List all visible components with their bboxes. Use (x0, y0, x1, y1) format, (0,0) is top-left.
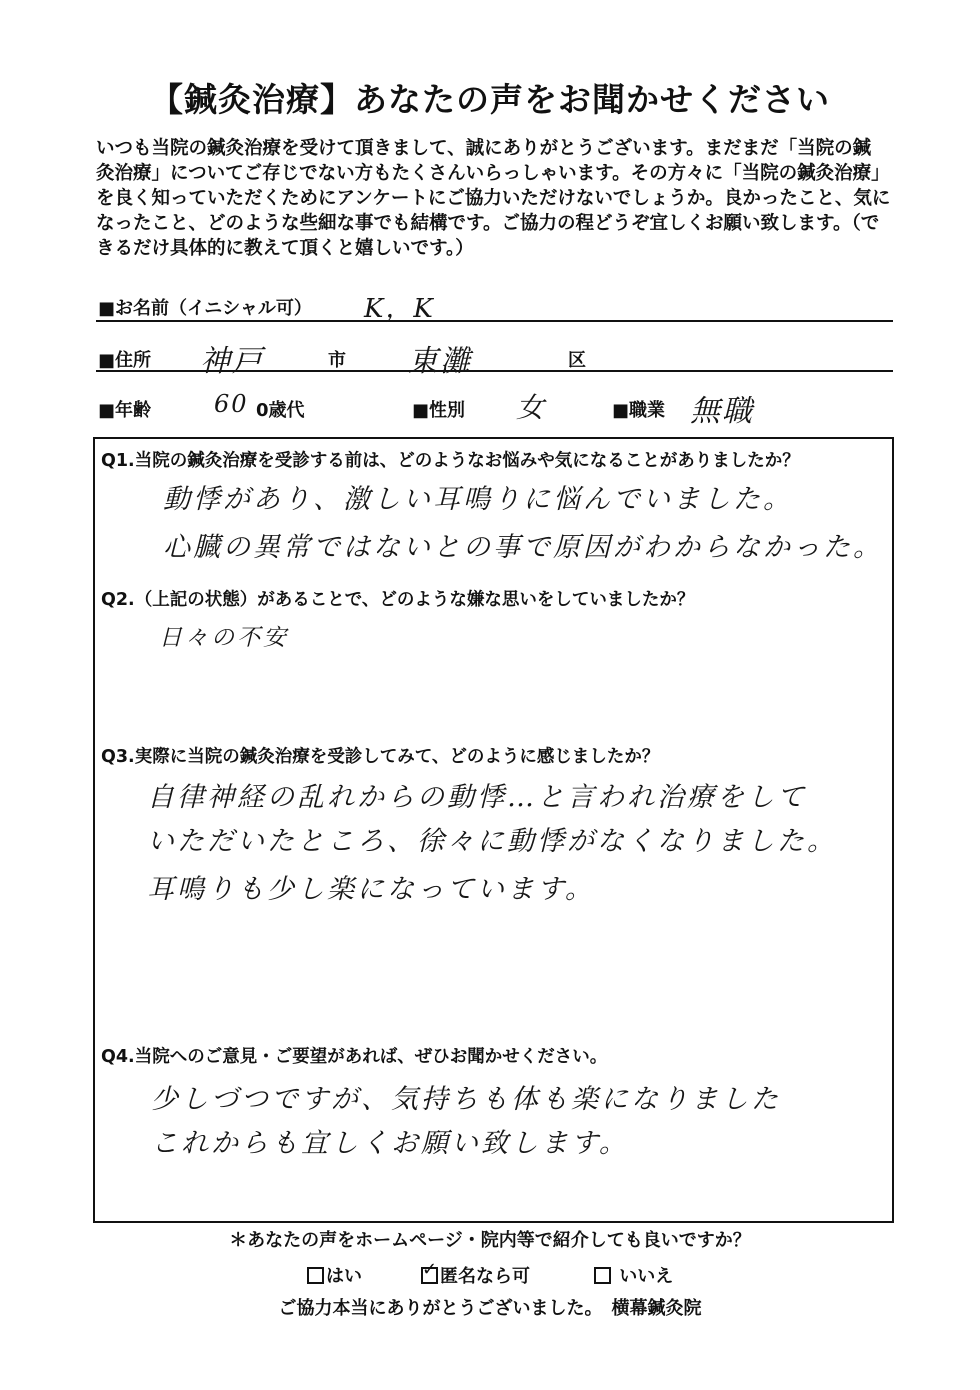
consent-option-label: いいえ (619, 1266, 674, 1287)
q1-answer-line[interactable]: 心臓の異常ではないとの事で原因がわからなかった。 (163, 532, 883, 563)
q3-answer-line[interactable]: 自律神経の乱れからの動悸…と言われ治療をして (147, 782, 807, 813)
q1-answer-line[interactable]: 動悸があり、激しい耳鳴りに悩んでいました。 (163, 484, 793, 515)
q2-answer-line[interactable]: 日々の不安 (159, 625, 289, 651)
age-suffix: 0歳代 (256, 400, 305, 421)
address-ward-suffix: 区 (568, 350, 586, 371)
consent-option-label: はい (326, 1266, 362, 1287)
consent-question: ＊あなたの声をホームページ・院内等で紹介しても良いですか？ (229, 1230, 751, 1251)
q4-answer-line[interactable]: 少しづつですが、気持ちも体も楽になりました (151, 1084, 781, 1115)
intro-line: を良く知っていただくためにアンケートにご協力いただけないでしょうか。良かったこと、気に (96, 188, 891, 209)
intro-line: きるだけ具体的に教えて頂くと嬉しいです。） (96, 238, 474, 259)
checkbox-empty-icon[interactable] (594, 1267, 611, 1284)
profile-row (96, 386, 893, 429)
job-label: ■職業 (612, 400, 666, 421)
address-city-suffix: 市 (328, 350, 346, 371)
consent-option-label: 匿名なら可 (440, 1266, 530, 1287)
checkbox-empty-icon[interactable] (307, 1267, 324, 1284)
consent-option-anonymous[interactable] (421, 1259, 530, 1288)
q3-question: Q3.実際に当院の鍼灸治療を受診してみて、どのように感じましたか？ (101, 747, 660, 767)
page-title: 【鍼灸治療】あなたの声をお聞かせください (150, 80, 830, 119)
address-ward-value: 東灘 (408, 344, 472, 379)
q2-question: Q2.（上記の状態）があることで、どのような嫌な思いをしていましたか？ (101, 590, 695, 610)
address-city-value: 神戸 (200, 344, 264, 379)
gender-label: ■性別 (412, 400, 466, 421)
age-value[interactable]: 60 (214, 390, 249, 418)
address-label: ■住所 (98, 350, 152, 371)
gender-value[interactable]: 女 (516, 391, 547, 424)
q4-answer-line[interactable]: これからも宜しくお願い致します。 (151, 1128, 629, 1159)
questionnaire-box (93, 437, 894, 1223)
consent-option-yes[interactable] (307, 1262, 362, 1288)
q4-question: Q4.当院へのご意見・ご要望があれば、ぜひお聞かせください。 (101, 1047, 608, 1067)
name-field[interactable] (96, 286, 893, 322)
intro-line: いつも当院の鍼灸治療を受けて頂きまして、誠にありがとうございます。まだまだ「当院の鍼 (96, 138, 872, 159)
q3-answer-line[interactable]: 耳鳴りも少し楽になっています。 (147, 874, 595, 905)
intro-text (96, 136, 896, 261)
q3-answer-line[interactable]: いただいたところ、徐々に動悸がなくなりました。 (147, 826, 837, 857)
name-value: K，K (364, 294, 435, 324)
intro-line: 灸治療」についてご存じでない方もたくさんいらっしゃいます。その方々に「当院の鍼灸治療」 (96, 163, 890, 184)
checkbox-checked-icon[interactable] (421, 1259, 438, 1284)
consent-option-no[interactable] (594, 1262, 673, 1288)
intro-line: なったこと、どのような些細な事でも結構です。ご協力の程どうぞ宜しくお願い致します。（で (96, 213, 880, 234)
name-label: ■お名前（イニシャル可） (98, 298, 312, 319)
q1-question: Q1.当院の鍼灸治療を受診する前は、どのようなお悩みや気になることがありましたか？ (101, 451, 800, 471)
address-field[interactable] (96, 336, 893, 379)
age-label: ■年齢 (98, 400, 152, 421)
thanks-text: ご協力本当にありがとうございました。 横幕鍼灸院 (278, 1298, 702, 1319)
job-value[interactable]: 無職 (690, 394, 754, 429)
check-mark-icon: ✓ (422, 1259, 438, 1280)
